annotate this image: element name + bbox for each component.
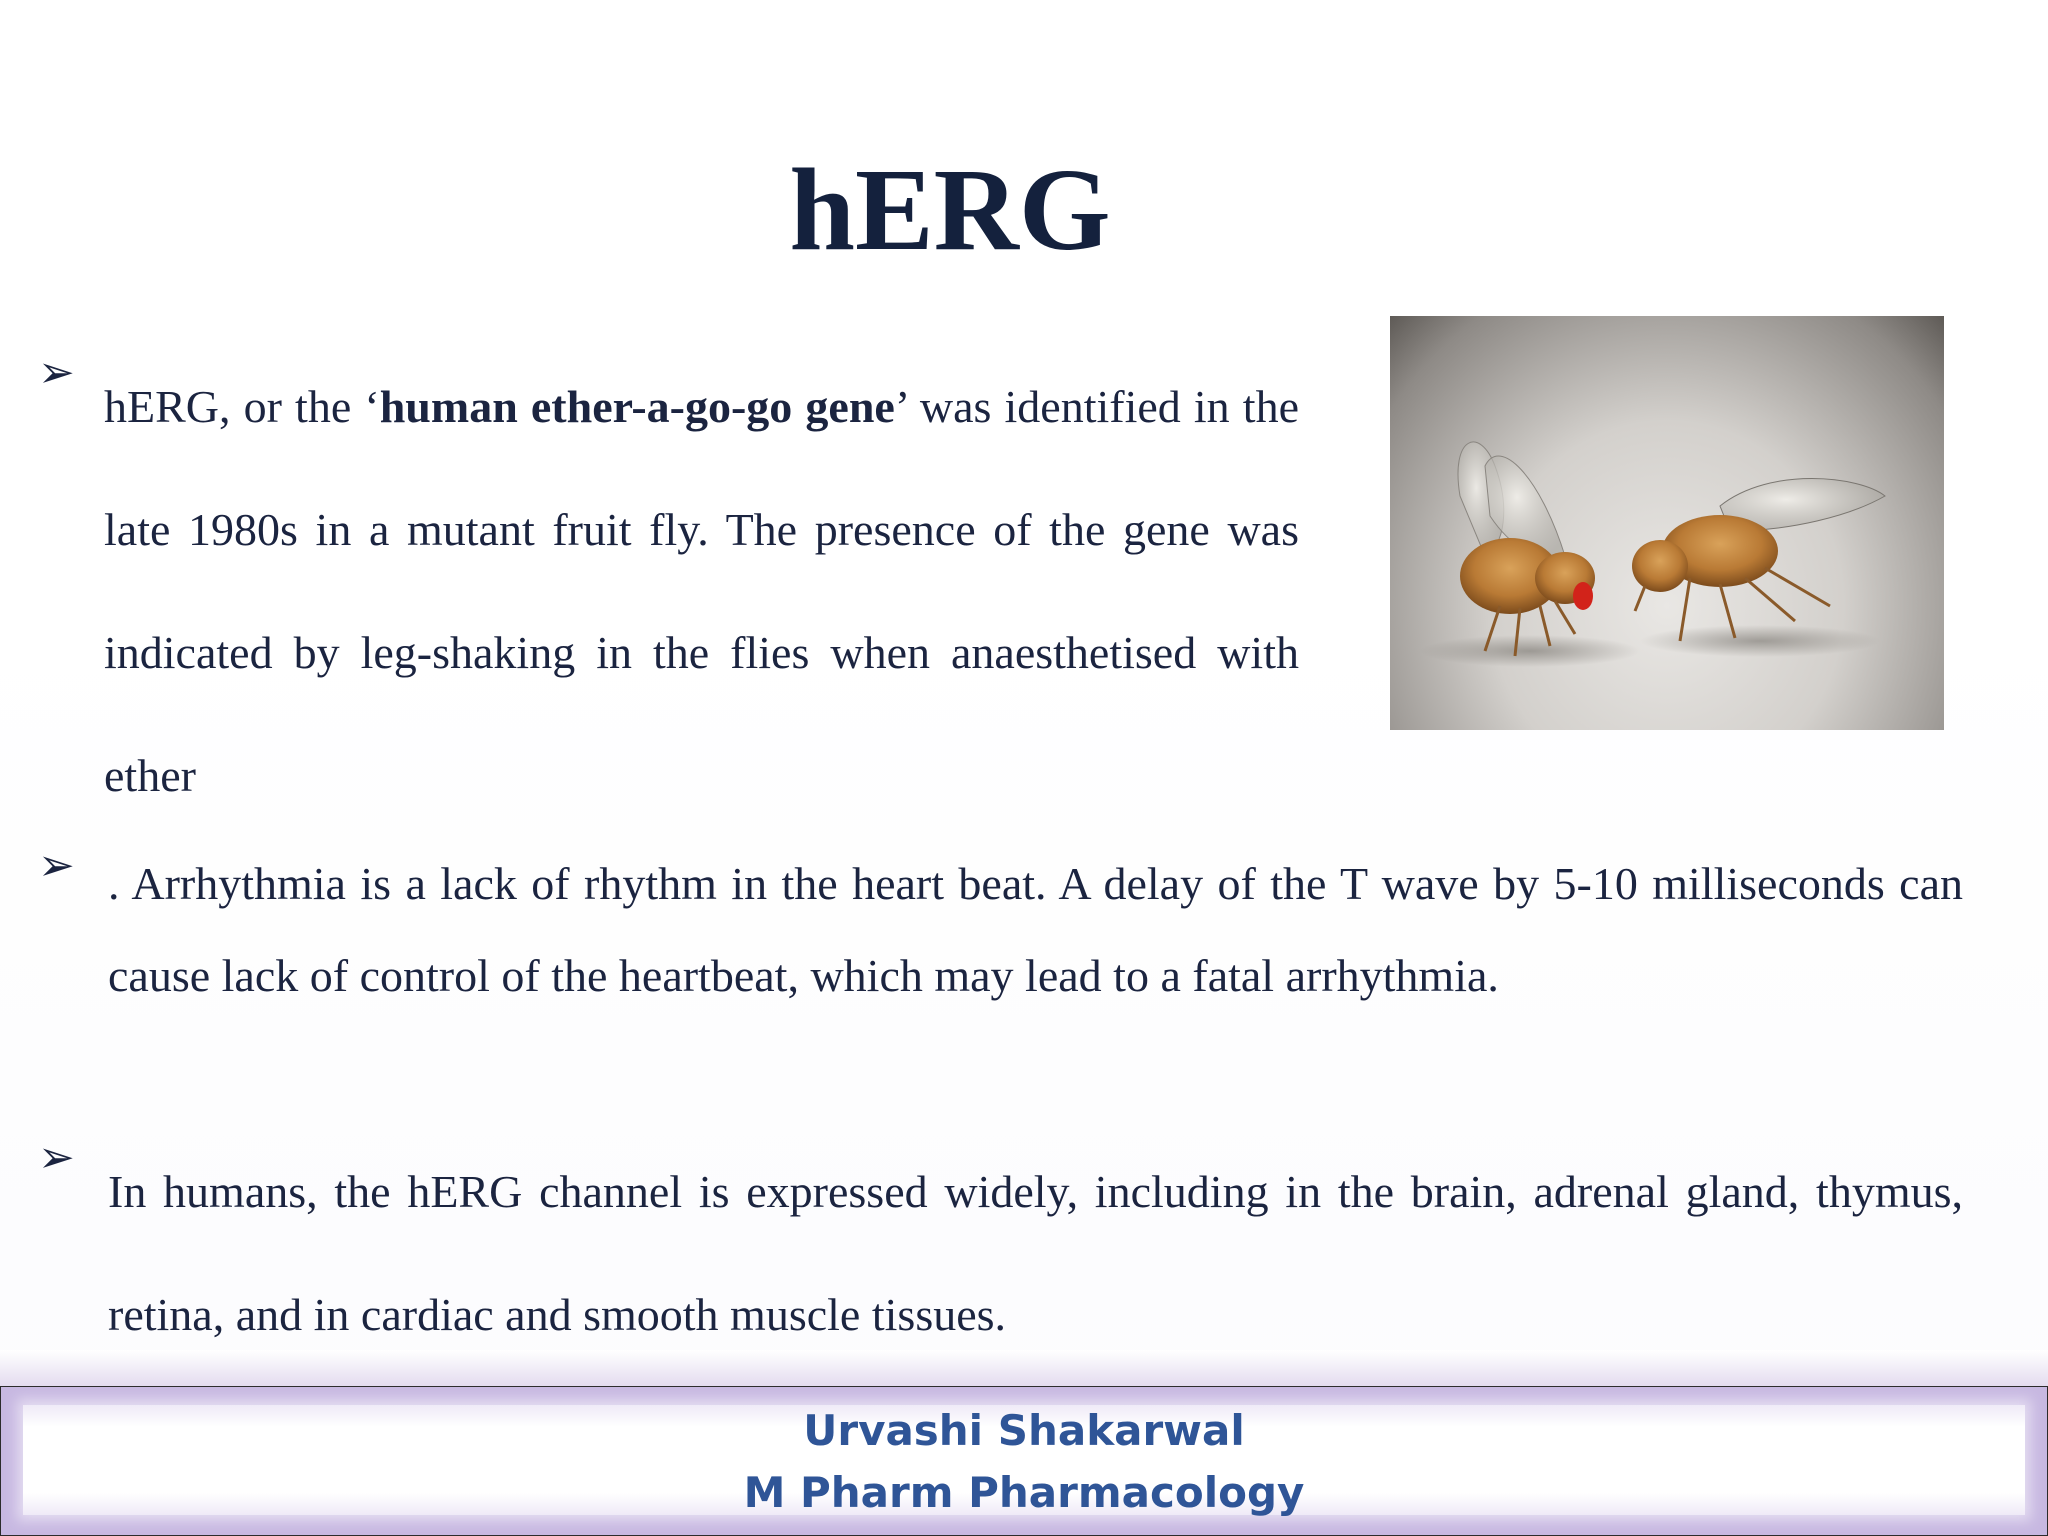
bullet-arrow-icon: ➢ [38,348,75,397]
footer-author-subtitle: M Pharm Pharmacology [743,1468,1305,1517]
fruit-flies-photo [1390,316,1944,730]
footer-credits [0,1400,2048,1524]
left-fly-shape [1458,442,1595,656]
footer-author-name: Urvashi Shakarwal [803,1406,1245,1455]
bullet-item-3 [38,1130,1963,1370]
fruit-flies-illustration [1390,316,1944,730]
bullet-text-3: In humans, the hERG channel is expressed widely, including in the brain, adrenal gland, thymus, retina, and in cardiac and smooth muscle tissues. [108,1166,1963,1340]
bullet-1-part-1: hERG, or the ‘ [104,381,380,432]
bullet-arrow-icon: ➢ [38,841,75,890]
bullet-item-2 [38,838,1963,1098]
bullet-text-2: . Arrhythmia is a lack of rhythm in the heart beat. A delay of the T wave by 5-10 milliseconds can cause lack of control of the heartbeat, which may lead to a fatal arrhythmia. [108,858,1963,1001]
bullet-arrow-icon: ➢ [38,1133,75,1182]
right-fly-shape [1632,479,1885,642]
bullet-1-part-3: ’ was identified in the late 1980s in a mutant fruit fly. The presence of the gene was indicated by leg-shaking in the flies when anaesthetised with ether [104,381,1299,801]
slide-title: hERG [789,144,1111,275]
bullet-text-1 [104,345,1299,837]
bullet-item-1 [38,345,1299,801]
bullet-1-bold-term: human ether-a-go-go gene [379,381,895,432]
